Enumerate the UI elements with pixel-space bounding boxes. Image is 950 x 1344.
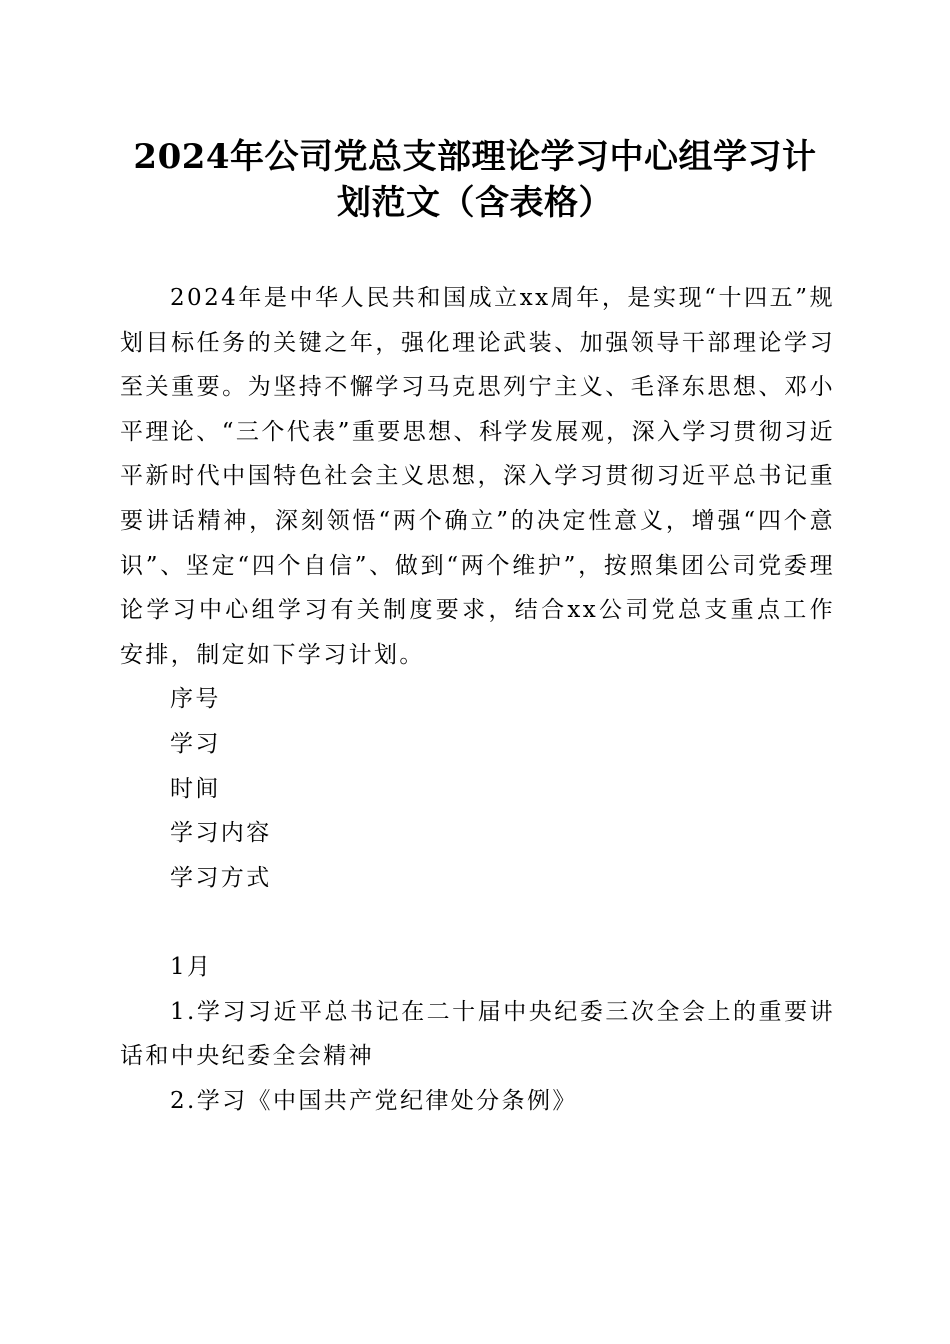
title-line-1: 2024年公司党总支部理论学习中心组学习计	[133, 137, 817, 177]
study-item-2: 2.学习《中国共产党纪律处分条例》	[170, 1087, 578, 1114]
table-header-content: 学习内容	[170, 820, 272, 847]
study-item-1: 1.学习习近平总书记在二十届中央纪委三次全会上的重要讲话和中央纪委全会精神	[120, 998, 835, 1070]
intro-paragraph: 2024年是中华人民共和国成立xx周年，是实现“十四五”规划目标任务的关键之年，强化理论武装、加强领导干部理论学习至关重要。为坚持不懈学习马克思列宁主义、毛泽东思想、邓小平理论、“三个代表”重要思想、科学发展观，深入学习贯彻习近平新时代中国特色社会主义思想，深入学习贯彻习近平总书记重要讲话精神，深刻领悟“两个确立”的决定性意义，增强“四个意识”、坚定“四个自信”、做到“两个维护”，按照集团公司党委理论学习中心组学习有关制度要求，结合xx公司党总支重点工作安排，制定如下学习计划。	[120, 285, 835, 668]
blank-line	[120, 900, 835, 945]
table-header-study: 学习	[170, 730, 221, 757]
document-title	[100, 134, 850, 226]
title-line-2: 划范文（含表格）	[337, 183, 613, 223]
table-header-method: 学习方式	[170, 864, 272, 891]
table-header-time: 时间	[170, 775, 221, 802]
table-header-seq: 序号	[170, 686, 221, 713]
document-body	[120, 276, 835, 1123]
month-label: 1月	[170, 953, 213, 980]
